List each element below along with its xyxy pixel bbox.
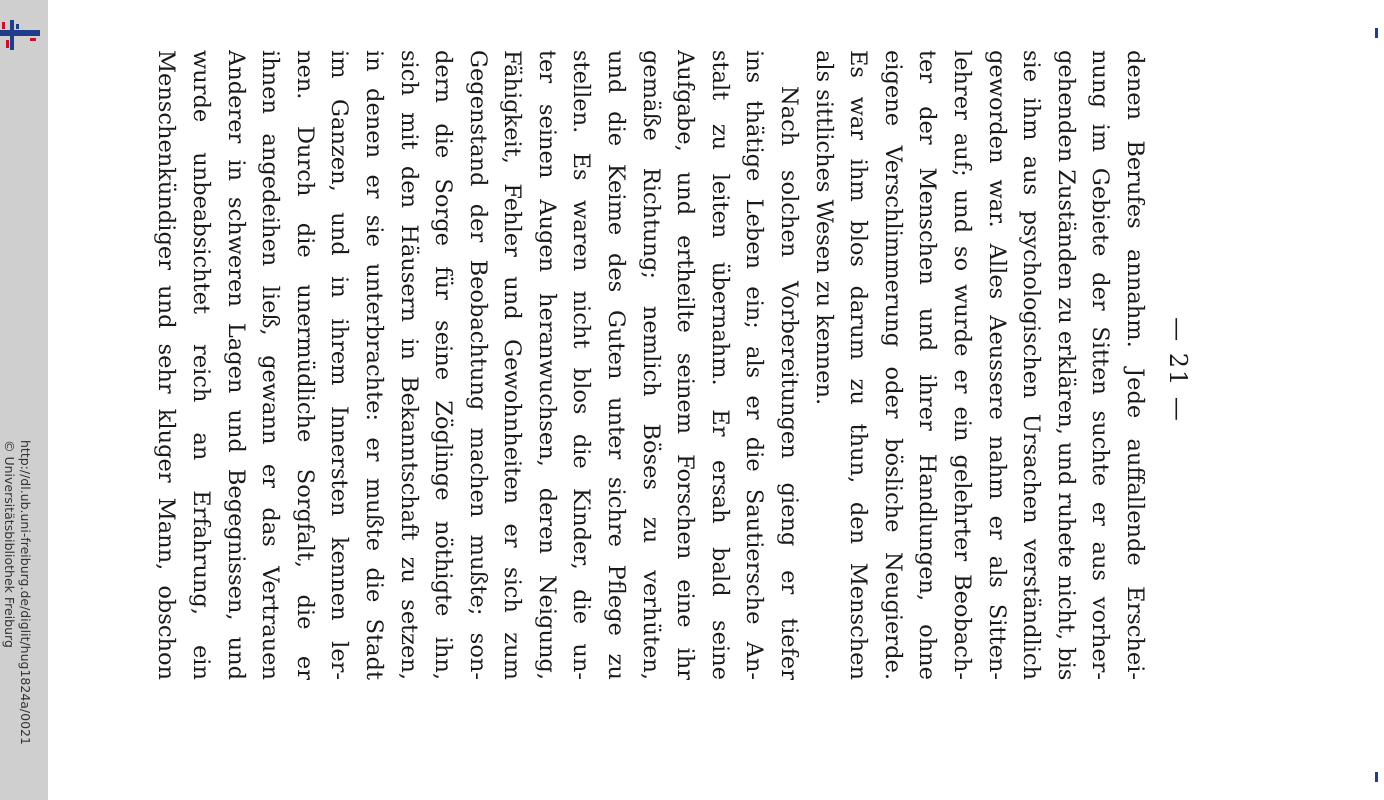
scanned-page-area	[153, 40, 1200, 700]
credit-copyright: © Universitätsbibliothek Freiburg	[2, 440, 17, 648]
text-line: sich mit den Häusern in Bekanntschaft zu setzen,	[395, 50, 422, 680]
text-line: ihnen angedeihen ließ, gewann er das Vertrauen	[257, 50, 284, 680]
text-line: gehenden Zuständen zu erklären, und ruhete nicht, bis	[1052, 50, 1079, 680]
text-line: ter seinen Augen heranwuchsen, deren Neigung,	[533, 50, 560, 680]
text-line: Anderer in schweren Lagen und Begegnissen, und	[222, 50, 249, 680]
page-text	[149, 50, 1152, 680]
text-line: und die Keime des Guten unter sichre Pflege zu	[603, 50, 630, 680]
right-scroll-edge[interactable]	[1372, 0, 1384, 800]
text-line: nen. Durch die unermüdliche Sorgfalt, die er	[291, 50, 318, 680]
scanned-page	[153, 40, 1200, 700]
text-line: Nach solchen Vorbereitungen gieng er tiefer	[776, 86, 803, 680]
text-line: lehrer auf; und so wurde er ein gelehrter Beobach-	[949, 50, 976, 680]
page-number: — 21 —	[1164, 317, 1192, 423]
text-line: Aufgabe, und ertheilte seinem Forschen eine ihr	[672, 50, 699, 680]
text-line: als sittliches Wesen zu kennen.	[810, 50, 837, 406]
text-line: eigene Verschlimmerung oder bösliche Neugierde.	[879, 50, 906, 680]
text-line: Es war ihm blos darum zu thun, den Menschen	[845, 50, 872, 680]
text-line: denen Berufes annahm. Jede auffallende Erschei-	[1122, 50, 1148, 680]
text-line: sie ihm aus psychologischen Ursachen verständlich	[1018, 50, 1045, 680]
scroll-mark-top	[1375, 28, 1378, 38]
text-line: nung im Gebiete der Sitten suchte er aus vorher-	[1087, 50, 1114, 680]
text-line: ins thätige Leben ein; als er die Sautiersche An-	[741, 50, 768, 680]
text-line: dern die Sorge für seine Zöglinge nöthigte ihn,	[430, 50, 457, 680]
credit-url[interactable]: http://dl.ub.uni-freiburg.de/diglit/hug1824a/0021	[18, 440, 33, 745]
text-line: Fähigkeit, Fehler und Gewohnheiten er sich zum	[499, 50, 526, 680]
text-line: geworden war. Alles Aeussere nahm er als Sitten-	[983, 50, 1010, 680]
text-line: Gegenstand der Beobachtung machen mußte; son-	[464, 50, 491, 680]
text-line: Menschenkündiger und sehr kluger Mann, obschon	[153, 50, 180, 680]
scroll-mark-bottom	[1375, 772, 1378, 782]
sidebar-strip	[0, 0, 48, 800]
text-line: stellen. Es waren nicht blos die Kinder, die un-	[568, 50, 595, 680]
text-line: in denen er sie unterbrachte: er mußte die Stadt	[360, 50, 387, 680]
text-line: ter der Menschen und ihrer Handlungen, ohne	[914, 50, 941, 680]
text-line: im Ganzen, und in ihrem Innersten kennen ler-	[326, 50, 353, 680]
text-line: gemäße Richtung; nemlich Böses zu verhüten,	[637, 50, 664, 680]
text-line: wurde unbeabsichtet reich an Erfahrung, ein	[187, 50, 214, 680]
text-line: stalt zu leiten übernahm. Er ersah bald seine	[706, 50, 733, 680]
university-library-logo-icon	[0, 18, 40, 52]
